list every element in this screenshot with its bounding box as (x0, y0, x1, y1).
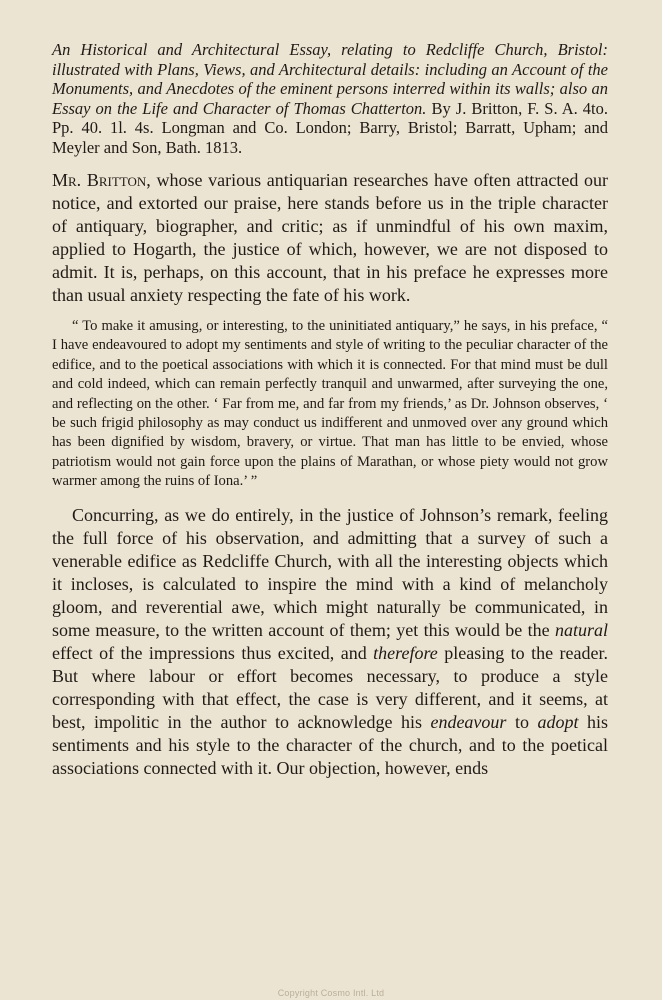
review-header (52, 40, 608, 157)
author-lead: Mr. Britton, (52, 170, 151, 190)
book-title: An Historical and Architectural Essay, relating to Redcliffe Church, Bristol: illustrated with Plans, Views, and Architectural details: including an Account of the Monuments, and Anecdotes of the eminent persons interred within its walls; also an Essay on the Life and Character of Thomas Chatterton. (52, 40, 608, 118)
italic-therefore: therefore (373, 642, 438, 663)
paragraph-1 (52, 169, 608, 307)
italic-adopt: adopt (537, 711, 579, 732)
preface-quotation: “ To make it amusing, or interesting, to the uninitiated antiquary,” he says, in his preface, “ I have endeavoured to adopt my sentiments and style of writing to the peculiar character of the edifice, and to the poetical associations with which it is connected. For that mind must be dull and cold indeed, which can remain perfectly tranquil and unwarmed, after surveying the one, and reflecting on the other. ‘ Far from me, and far from my friends,’ as Dr. Johnson observes, ‘ be such frigid philosophy as may conduct us indifferent and unmoved over any ground which has been dignified by wisdom, bravery, or virtue. That man has little to be envied, whose patriotism would not gain force upon the plains of Marathan, or whose piety would not grow warmer among the ruins of Iona.’ ” (52, 318, 608, 490)
copyright-watermark: Copyright Cosmo Intl. Ltd (277, 988, 385, 998)
book-details: By J. Britton, F. S. A. 4to. Pp. 40. 1l. 4s. Longman and Co. London; Barry, Bristol; Barratt, Upham; and Meyler and Son, Bath. 1813. (52, 98, 609, 157)
paragraph-2-part-b: effect of the impressions thus excited, and (52, 642, 374, 663)
paragraph-1-text: whose various antiquarian researches have often attracted our notice, and extorted our praise, here stands before us in the triple character of antiquary, biographer, and critic; as if unmindful of his own maxim, applied to Hogarth, the justice of which, however, we are not disposed to admit. It is, perhaps, on this account, that in his preface he expresses more than usual anxiety respecting the fate of his work. (52, 170, 608, 305)
paragraph-2-part-a: Concurring, as we do entirely, in the justice of Johnson’s remark, feeling the full force of his observation, and admitting that a survey of such a venerable edifice as Redcliffe Church, with all the interesting objects which it incloses, is calculated to inspire the mind with a kind of melancholy gloom, and reverential awe, which might naturally be communicated, in some measure, to the written account of them; yet this would be the (52, 504, 608, 640)
paragraph-2-part-d: to (506, 711, 538, 732)
paragraph-2 (52, 504, 608, 780)
italic-endeavour: endeavour (430, 711, 507, 732)
italic-natural: natural (554, 619, 608, 640)
page-content (52, 40, 608, 790)
paragraph-2-part-c: pleasing to the reader. But where labour or effort becomes necessary, to produce a style corresponding with that effect, the case is very different, and it seems, at best, impolitic in the author to acknowledge his (52, 642, 608, 732)
paragraph-2-part-e: his sentiments and his style to the character of the church, and to the poetical associations connected with it. Our objection, however, ends (52, 711, 608, 778)
